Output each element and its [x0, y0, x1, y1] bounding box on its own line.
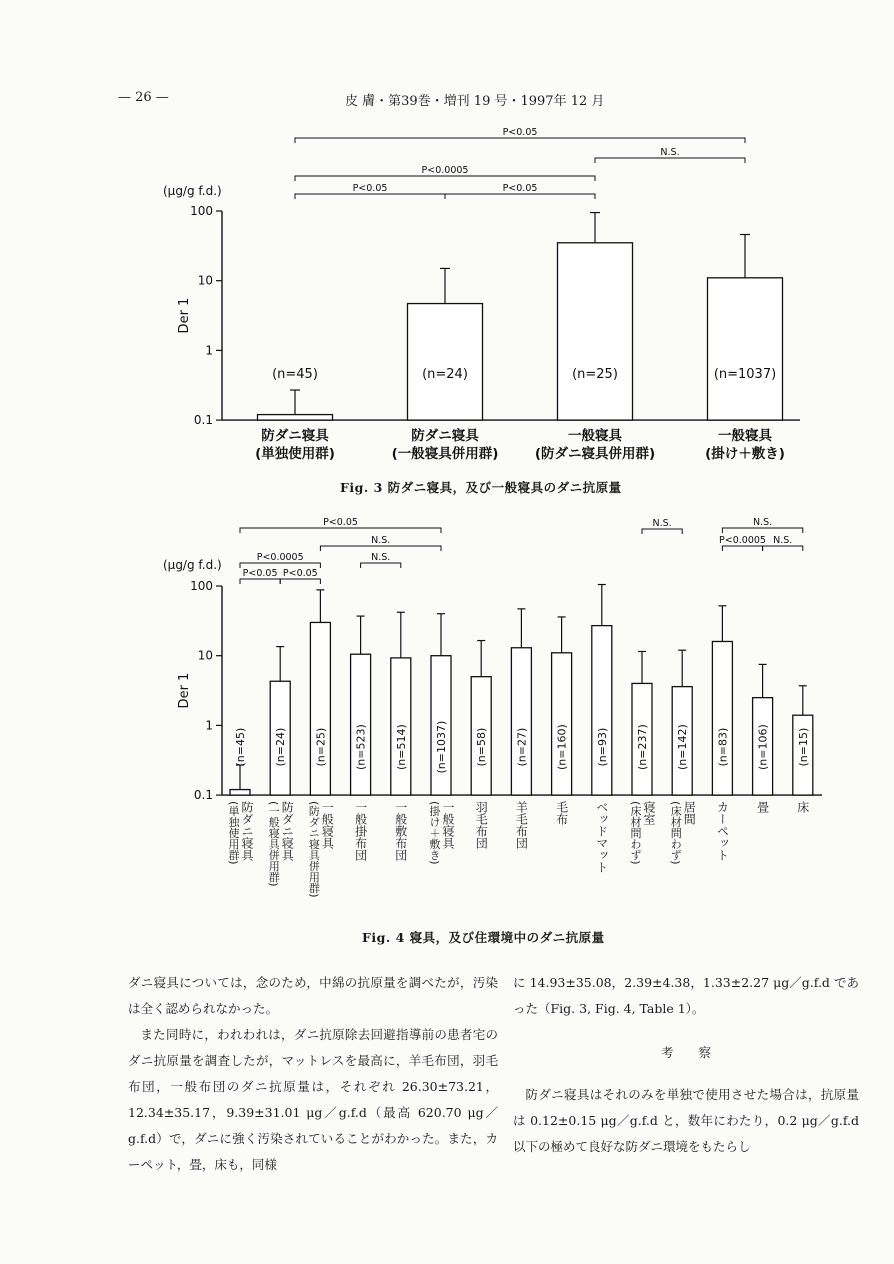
- y-tick-label: 100: [190, 204, 213, 218]
- sample-size-label: (n=24): [274, 727, 288, 767]
- category-main: ベッドマット: [594, 801, 609, 874]
- sample-size-label: (n=24): [422, 367, 468, 382]
- significance-bracket: [320, 546, 441, 551]
- category-main: 一般寝具: [320, 801, 335, 850]
- category-main: 羽毛布団: [474, 801, 489, 850]
- category-main: 居間: [682, 801, 697, 826]
- significance-bracket: [642, 529, 682, 534]
- category-sublabel: (単独使用群): [255, 446, 335, 462]
- paragraph: に 14.93±35.08，2.39±4.38，1.33±2.27 μg／g.f.d であった（Fig. 3, Fig. 4, Table 1）。: [513, 975, 859, 1016]
- category-label: 防ダニ寝具: [411, 428, 479, 444]
- significance-label: N.S.: [773, 535, 793, 546]
- significance-bracket: [240, 579, 280, 584]
- category-label: [715, 801, 729, 861]
- significance-label: N.S.: [660, 147, 680, 158]
- fig4-caption: Fig. 4 寝具，及び住環境中のダニ抗原量: [362, 930, 605, 945]
- significance-bracket: [763, 546, 803, 551]
- sample-size-label: (n=25): [572, 367, 618, 382]
- sample-size-label: (n=83): [716, 727, 730, 767]
- bar: [592, 626, 612, 795]
- sample-size-label: (n=45): [234, 727, 247, 767]
- category-label: [514, 801, 528, 849]
- sample-size-label: (n=514): [394, 724, 408, 770]
- sample-size-label: (n=58): [475, 727, 489, 767]
- category-label: [307, 801, 334, 898]
- y-tick-label: 10: [197, 648, 213, 663]
- category-main: 一般寝具: [441, 801, 455, 850]
- body-right-column: [513, 970, 859, 1160]
- y-axis-label: Der 1: [177, 672, 192, 709]
- sample-size-label: (n=237): [636, 724, 649, 770]
- category-main: 一般敷布団: [393, 801, 408, 862]
- category-label: [354, 801, 368, 861]
- category-sub: (床材問わず): [669, 801, 683, 865]
- sample-size-label: (n=160): [555, 724, 569, 770]
- significance-label: N.S.: [371, 535, 391, 546]
- category-main: 一般掛布団: [353, 801, 368, 862]
- significance-label: N.S.: [753, 517, 773, 528]
- significance-bracket: [722, 528, 802, 533]
- y-tick-label: 0.1: [193, 413, 213, 428]
- paragraph: 防ダニ寝具はそれのみを単独で使用させた場合は，抗原量は 0.12±0.15 μg／g.f.d と，数年にわたり，0.2 μg／g.f.d 以下の極めて良好な防ダニ環境をもたらし: [513, 1087, 859, 1154]
- bar: [310, 622, 330, 795]
- journal-header: 皮 膚・第39巻・増刊 19 号・1997年 12 月: [345, 94, 605, 109]
- body-left-column: [128, 970, 498, 1178]
- y-tick-label: 100: [190, 579, 213, 593]
- y-tick-label: 0.1: [193, 788, 213, 803]
- category-label: [595, 801, 609, 873]
- significance-label: P<0.05: [502, 183, 538, 194]
- significance-bracket: [361, 563, 401, 568]
- significance-label: P<0.05: [282, 568, 318, 579]
- category-main: 防ダニ寝具: [240, 801, 254, 862]
- category-label: [756, 801, 770, 813]
- category-label: [796, 801, 810, 813]
- y-tick-label: 1: [205, 718, 213, 733]
- category-label: 一般寝具: [568, 428, 622, 444]
- category-label: 一般寝具: [718, 428, 772, 444]
- category-label: [555, 801, 569, 825]
- y-axis-label: Der 1: [177, 297, 192, 334]
- category-main: 羊毛布団: [514, 801, 529, 850]
- category-main: 寝室: [642, 801, 656, 826]
- category-label: [629, 801, 656, 865]
- paragraph: ダニ寝具については，念のため，中綿の抗原量を調べたが，汚染は全く認められなかった。: [128, 975, 498, 1016]
- category-main: カーペット: [715, 801, 730, 862]
- sample-size-label: (n=25): [314, 727, 328, 767]
- significance-label: N.S.: [371, 552, 391, 563]
- category-label: [394, 801, 408, 861]
- significance-label: P<0.05: [352, 183, 388, 194]
- sample-size-label: (n=1037): [435, 720, 448, 774]
- significance-label: P<0.05: [323, 517, 358, 528]
- paragraph: また同時に，われわれは，ダニ抗原除去回避指導前の患者宅のダニ抗原量を調査したが，マットレスを最高に，羊毛布団，羽毛布団，一般布団のダニ抗原量は，それぞれ 26.30±73.21，12.34±35.17，9.39±31.01 μg／g.f.d（最高 620.70 μg／g.f.d）で，ダニに強く汚染されていることがわかった。また，カーペット，畳，床も，同様: [128, 1027, 498, 1172]
- sample-size-label: (n=1037): [713, 367, 777, 382]
- y-tick-label: 10: [197, 273, 213, 288]
- category-sub: (掛け＋敷き): [428, 801, 441, 865]
- category-sublabel: (防ダニ寝具併用群): [534, 446, 656, 462]
- page-number: — 26 —: [118, 90, 169, 105]
- significance-label: P<0.0005: [719, 535, 766, 546]
- significance-bracket: [240, 528, 441, 533]
- category-main: 毛布: [554, 801, 569, 826]
- bar: [552, 653, 572, 795]
- bar: [511, 648, 531, 795]
- sample-size-label: (n=142): [676, 724, 690, 770]
- category-main: 防ダニ寝具: [280, 801, 295, 862]
- significance-label: N.S.: [652, 518, 672, 529]
- category-sub: (一般寝具併用群): [267, 801, 281, 887]
- bar: [230, 790, 250, 796]
- category-label: [669, 801, 696, 865]
- y-tick-label: 1: [205, 343, 213, 358]
- category-sublabel: (一般寝具併用群): [391, 446, 499, 462]
- sample-size-label: (n=93): [595, 727, 609, 767]
- category-sublabel: (掛け＋敷き): [705, 446, 785, 462]
- bar: [712, 641, 732, 795]
- category-label: [428, 801, 455, 865]
- significance-label: P<0.0005: [421, 165, 469, 176]
- section-title: 考 察: [660, 1045, 711, 1060]
- category-sub: (床材問わず): [629, 801, 642, 865]
- category-label: 防ダニ寝具: [261, 428, 329, 444]
- significance-label: P<0.05: [502, 127, 538, 138]
- category-main: 畳: [755, 801, 770, 814]
- category-label: [267, 801, 294, 887]
- category-sub: (防ダニ寝具併用群): [307, 801, 321, 898]
- category-main: 床: [795, 801, 810, 814]
- unit-label: (μg/g f.d.): [163, 558, 222, 572]
- category-label: [474, 801, 488, 849]
- fig3-caption: Fig. 3 防ダニ寝具，及び一般寝具のダニ抗原量: [340, 480, 622, 495]
- significance-bracket: [280, 579, 320, 584]
- category-sub: (単独使用群): [227, 801, 240, 865]
- sample-size-label: (n=27): [515, 727, 529, 767]
- category-label: [227, 801, 254, 865]
- significance-bracket: [722, 546, 762, 551]
- sample-size-label: (n=15): [796, 727, 810, 767]
- unit-label: (μg/g f.d.): [163, 184, 222, 198]
- sample-size-label: (n=45): [272, 367, 318, 382]
- significance-label: P<0.05: [242, 568, 278, 579]
- sample-size-label: (n=523): [354, 724, 368, 770]
- significance-label: P<0.0005: [256, 552, 304, 563]
- sample-size-label: (n=106): [756, 724, 770, 770]
